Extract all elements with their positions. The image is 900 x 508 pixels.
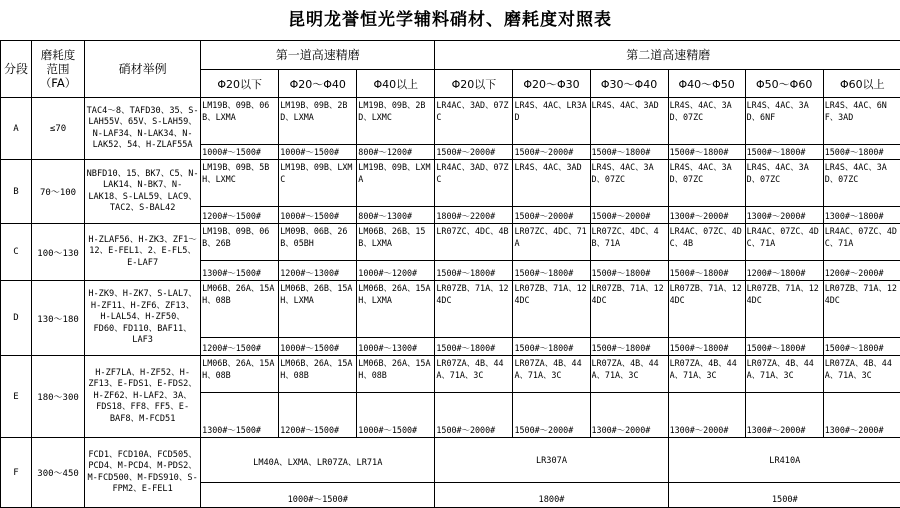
grind-cell [590,281,668,356]
grind-cell [435,224,513,281]
table-row [1,281,900,356]
grit-range: 1500# [669,495,900,505]
grind-cell [201,224,279,281]
header-range: 磨耗度 范围 （FA） [32,41,85,98]
abrasive-codes: LR4AC、07ZC、4DC、71A [825,226,900,249]
abrasive-codes: LR07ZC、4DC、4B [436,226,511,238]
grind-cell [279,281,357,356]
abrasive-codes: LR4S、4AC、3AD、07ZC [670,162,744,185]
abrasive-codes: LR07ZA、4B、44A、71A、3C [592,358,667,381]
grit-range: 1000#～1500# [202,147,278,158]
abrasive-codes: LM40A、LXMA、LR07ZA、LR71A [201,456,434,468]
cell-divider [201,144,278,145]
cell-divider [435,392,512,393]
cell-divider [591,144,668,145]
cell-divider [435,260,512,261]
grit-range: 1500#～1800# [747,343,823,354]
grit-range: 1000#～1200# [358,268,434,279]
cell-divider [201,206,278,207]
grit-range: 1000#～1500# [201,493,434,505]
grind-cell [745,356,823,438]
grind-cell [201,98,279,160]
grind-cell [435,356,513,438]
table-row [1,224,900,281]
grit-range: 1500#～1800# [592,343,668,354]
abrasive-codes: LM19B、09B、2BD、LXMA [280,100,355,123]
grit-range: 1500#～1800# [514,343,589,354]
cell-divider [357,206,434,207]
material-examples [85,438,201,508]
header-second-grind: 第二道高速精磨 [435,41,900,70]
grit-range: 1300#～1500# [202,268,278,279]
abrasive-codes: LR07ZA、4B、44A、71A、3C [670,358,744,381]
grit-range: 1500#～1800# [670,268,745,279]
grit-range: 1300#～2000# [747,211,823,222]
cell-divider [435,206,512,207]
table-row [1,356,900,438]
grind-cell [201,356,279,438]
grit-range: 1200#～1300# [280,268,356,279]
cell-divider [746,206,823,207]
grit-range: 1800# [435,495,667,505]
grit-range: 1200#～1500# [280,425,356,436]
cell-divider [824,206,900,207]
grit-range: 1200#～1800# [747,268,823,279]
segment-label: B [1,160,32,224]
grind-cell [357,224,435,281]
grit-range: 800#～1300# [358,211,434,222]
grind-cell [668,160,745,224]
abrasive-codes: LR410A [669,456,900,466]
abrasive-codes: LR4AC、07ZC、4DC、71A [747,226,822,249]
cell-divider [669,482,900,483]
abrasive-codes: LR307A [435,456,667,466]
header-second-col: Φ50～Φ60 [745,70,823,98]
grit-range: 1500#～1800# [825,343,900,354]
page-title: 昆明龙誉恒光学辅料硝材、磨耗度对照表 [0,0,900,40]
cell-divider [357,337,434,338]
abrasive-codes: LR07ZB、71A、124DC [747,283,822,306]
grind-cell [357,160,435,224]
header-second-col: Φ40～Φ50 [668,70,745,98]
grind-cell [590,356,668,438]
abrasive-codes: LM19B、09B、5BH、LXMC [202,162,277,185]
grind-cell [668,98,745,160]
cell-divider [435,337,512,338]
grit-range: 1500#～1800# [436,268,512,279]
cell-divider [669,260,745,261]
material-examples [85,98,201,160]
cell-divider [669,144,745,145]
header-segment: 分段 [1,41,32,98]
grit-range: 1500#～1800# [670,343,745,354]
abrasive-codes: LM19B、09B、LXMA [358,162,433,185]
cell-divider [513,144,589,145]
grind-cell [668,281,745,356]
grit-range: 1300#～2000# [670,425,745,436]
grind-cell [823,160,900,224]
grit-range: 1000#～1300# [358,343,434,354]
grit-range: 1500#～1800# [592,147,668,158]
grind-cell [435,160,513,224]
cell-divider [669,392,745,393]
abrasive-codes: LR07ZA、4B、44A、71A、3C [747,358,822,381]
cell-divider [746,260,823,261]
header-second-col: Φ60以上 [823,70,900,98]
abrasive-codes: LR07ZB、71A、124DC [514,283,588,306]
grit-range: 1300#～1500# [202,425,278,436]
abrasive-codes: LR4AC、3AD、07ZC [436,100,511,123]
grind-group-cell [435,438,668,508]
abrasive-codes: LM06B、26B、15AH、LXMA [280,283,355,306]
cell-divider [824,144,900,145]
grind-cell [279,98,357,160]
grit-range: 1000#～1500# [280,147,356,158]
cell-divider [279,337,356,338]
table-row [1,98,900,160]
grind-cell [823,281,900,356]
material-list: NBFD10、15、BK7、C5、N-LAK14、N-BK7、N-LAK18、S-LAL59、LAC9、TAC2、S-BAL42 [85,169,200,215]
cell-divider [435,144,512,145]
cell-divider [591,206,668,207]
grind-cell [668,356,745,438]
abrasive-codes: LR07ZC、4DC、71A [514,226,588,249]
abrasive-codes: LR07ZA、4B、44A、71A、3C [825,358,900,381]
abrasive-codes: LR4S、4AC、3AD、07ZC [825,162,900,185]
header-second-col: Φ20以下 [435,70,513,98]
segment-label: C [1,224,32,281]
cell-divider [824,392,900,393]
table-row [1,438,900,508]
grit-range: 1300#～2000# [592,425,668,436]
cell-divider [746,144,823,145]
abrasive-codes: LM09B、06B、26B、05BH [280,226,355,249]
grind-cell [745,281,823,356]
header-second-col: Φ20～Φ30 [513,70,590,98]
abrasive-codes: LR07ZB、71A、124DC [436,283,511,306]
grind-cell [823,356,900,438]
grit-range: 1800#～2200# [436,211,512,222]
header-first-col: Φ20～Φ40 [279,70,357,98]
cell-divider [824,260,900,261]
abrasive-codes: LR07ZA、4B、44A、71A、3C [514,358,588,381]
material-examples [85,160,201,224]
cell-divider [279,206,356,207]
cell-divider [513,206,589,207]
grind-cell [201,281,279,356]
grind-cell [357,356,435,438]
cell-divider [746,337,823,338]
abrasive-codes: LM19B、09B、LXMC [280,162,355,185]
cell-divider [591,337,668,338]
cell-divider [746,392,823,393]
abrasive-codes: LM19B、09B、2BD、LXMC [358,100,433,123]
abrasive-codes: LR4S、4AC、3AD、07ZC [592,162,667,185]
abrasive-codes: LR07ZA、4B、44A、71A、3C [436,358,511,381]
cell-divider [513,337,589,338]
grind-group-cell [668,438,900,508]
abrasive-codes: LR4S、4AC、3AD、07ZC [670,100,744,123]
grit-range: 1500#～2000# [592,211,668,222]
comparison-table [0,40,900,508]
grind-cell [745,160,823,224]
abrasive-codes: LR07ZB、71A、124DC [592,283,667,306]
abrasive-codes: LR4S、4AC、LR3AD [514,100,588,123]
grind-cell [823,224,900,281]
cell-divider [357,260,434,261]
grind-cell [590,224,668,281]
abrasion-range: 300～450 [32,438,85,508]
grind-cell [513,160,590,224]
cell-divider [201,482,434,483]
abrasive-codes: LM06B、26A、15AH、LXMA [358,283,433,306]
material-list: H-ZK9、H-ZK7、S-LAL7、H-ZF11、H-ZF6、ZF13、H-LAL54、H-ZF50、FD60、FD110、BAF11、LAF3 [85,289,200,346]
abrasion-range: 100～130 [32,224,85,281]
abrasion-range: ≤70 [32,98,85,160]
grit-range: 1500#～1800# [592,268,668,279]
cell-divider [357,144,434,145]
grit-range: 1000#～1500# [358,425,434,436]
grind-cell [745,224,823,281]
grind-group-cell [201,438,435,508]
abrasive-codes: LR4S、4AC、3AD、07ZC [747,162,822,185]
header-first-grind: 第一道高速精磨 [201,41,435,70]
material-list: TAC4～8、TAFD30、35、S-LAH55V、65V、S-LAH59、N-LAF34、N-LAK34、N-LAK52、54、H-ZLAF55A [85,106,200,152]
cell-divider [435,482,667,483]
material-examples [85,356,201,438]
cell-divider [201,392,278,393]
grit-range: 1300#～1800# [825,211,900,222]
cell-divider [824,337,900,338]
grind-cell [668,224,745,281]
grind-cell [435,281,513,356]
abrasion-range: 180～300 [32,356,85,438]
header-materials: 硝材举例 [85,41,201,98]
grind-cell [823,98,900,160]
cell-divider [357,392,434,393]
cell-divider [591,392,668,393]
abrasive-codes: LM06B、26B、15B、LXMA [358,226,433,249]
table-row [1,160,900,224]
material-examples [85,224,201,281]
abrasive-codes: LM06B、26A、15AH、08B [280,358,355,381]
grind-cell [513,224,590,281]
cell-divider [201,337,278,338]
cell-divider [669,206,745,207]
grind-cell [590,160,668,224]
material-examples [85,281,201,356]
cell-divider [513,260,589,261]
abrasive-codes: LR4AC、07ZC、4DC、4B [670,226,744,249]
grind-cell [590,98,668,160]
material-list: H-ZLAF56、H-ZK3、ZF1～12、E-FEL1、2、E-FL5、E-LAF7 [85,235,200,269]
header-first-col: Φ20以下 [201,70,279,98]
abrasion-range: 130～180 [32,281,85,356]
abrasive-codes: LR07ZC、4DC、4B、71A [592,226,667,249]
grit-range: 1500#～1800# [670,147,745,158]
material-list: H-ZF7LA、H-ZF52、H-ZF13、E-FDS1、E-FDS2、H-ZF62、H-LAF2、3A、FDS18、FF8、FF5、E-BAF8、M-FCD51 [85,368,200,425]
grit-range: 1500#～1800# [514,268,589,279]
segment-label: E [1,356,32,438]
material-list: FCD1、FCD10A、FCD505、PCD4、M-PCD4、M-PDS2、M-FCD500、M-FDS910、S-FPM2、E-FEL1 [85,450,200,496]
abrasive-codes: LR4AC、3AD、07ZC [436,162,511,185]
grind-cell [435,98,513,160]
segment-label: F [1,438,32,508]
grit-range: 1000#～1500# [280,343,356,354]
grit-range: 1500#～2000# [514,211,589,222]
abrasive-codes: LM19B、09B、06B、26B [202,226,277,249]
abrasive-codes: LM19B、09B、06B、LXMA [202,100,277,123]
grit-range: 1500#～1800# [436,343,512,354]
grind-cell [513,281,590,356]
segment-label: D [1,281,32,356]
grit-range: 1200#～1500# [202,343,278,354]
grind-cell [279,224,357,281]
cell-divider [279,260,356,261]
grind-cell [357,281,435,356]
cell-divider [279,392,356,393]
grit-range: 1200#～1500# [202,211,278,222]
segment-label: A [1,98,32,160]
header-second-col: Φ30～Φ40 [590,70,668,98]
grit-range: 1000#～1500# [280,211,356,222]
grit-range: 1200#～2000# [825,268,900,279]
cell-divider [591,260,668,261]
grit-range: 1300#～2000# [825,425,900,436]
abrasive-codes: LM06B、26A、15AH、08B [202,283,277,306]
abrasive-codes: LR07ZB、71A、124DC [670,283,744,306]
grind-cell [357,98,435,160]
grit-range: 1500#～2000# [514,147,589,158]
grind-cell [279,160,357,224]
abrasive-codes: LR4S、4AC、3AD [514,162,588,174]
cell-divider [669,337,745,338]
grind-cell [201,160,279,224]
grind-cell [513,356,590,438]
abrasive-codes: LR4S、4AC、6NF、3AD [825,100,900,123]
grit-range: 800#～1200# [358,147,434,158]
grit-range: 1500#～2000# [514,425,589,436]
abrasion-range: 70～100 [32,160,85,224]
abrasive-codes: LM06B、26A、15AH、08B [358,358,433,381]
cell-divider [279,144,356,145]
header-first-col: Φ40以上 [357,70,435,98]
grind-cell [513,98,590,160]
cell-divider [513,392,589,393]
grit-range: 1500#～2000# [436,147,512,158]
grit-range: 1500#～1800# [747,147,823,158]
grit-range: 1300#～2000# [670,211,745,222]
grit-range: 1500#～2000# [436,425,512,436]
cell-divider [201,260,278,261]
grit-range: 1500#～1800# [825,147,900,158]
grit-range: 1300#～2000# [747,425,823,436]
abrasive-codes: LR4S、4AC、3AD [592,100,667,112]
abrasive-codes: LM06B、26A、15AH、08B [202,358,277,381]
grind-cell [745,98,823,160]
abrasive-codes: LR4S、4AC、3AD、6NF [747,100,822,123]
abrasive-codes: LR07ZB、71A、124DC [825,283,900,306]
grind-cell [279,356,357,438]
